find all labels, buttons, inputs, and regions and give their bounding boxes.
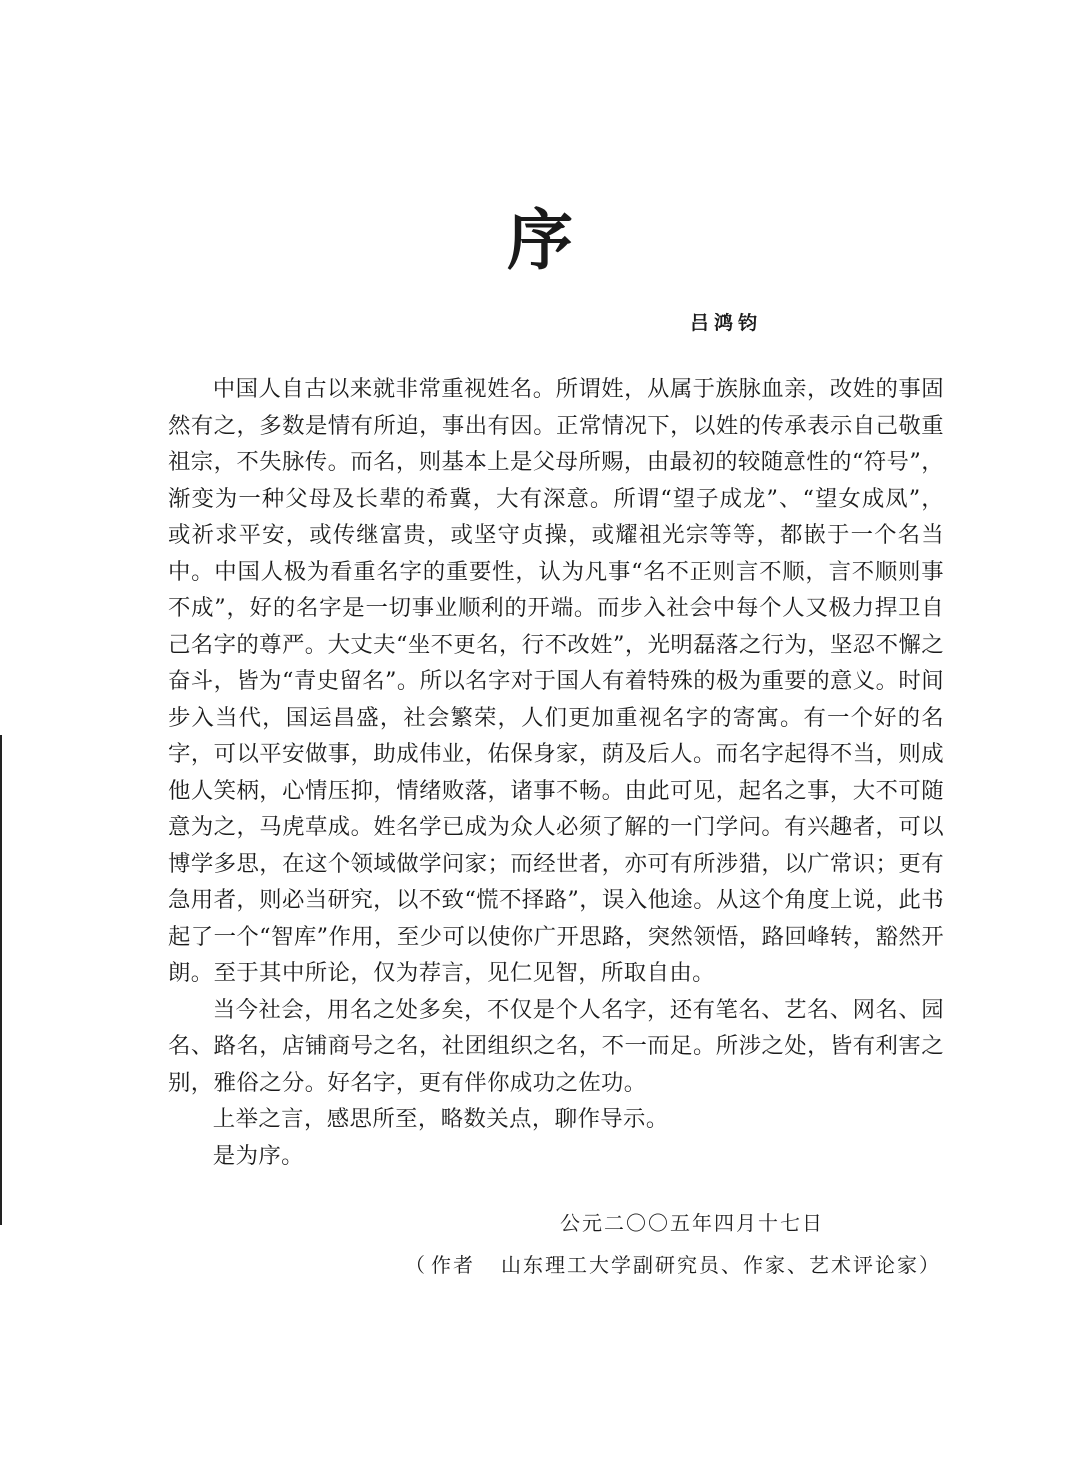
paragraph-3: 上举之言，感思所至，略数关点，聊作导示。 <box>212 1106 669 1132</box>
signature-date: 公元二〇〇五年四月十七日 <box>560 1211 824 1235</box>
page-title: 序 <box>507 201 573 279</box>
byline-role: 山东理工大学副研究员、作家、艺术评论家 <box>501 1253 919 1277</box>
author-name: 吕鸿钧 <box>690 312 763 334</box>
byline-open-paren: （ <box>405 1253 427 1277</box>
byline-close-paren: ） <box>919 1253 941 1277</box>
paragraph-4: 是为序。 <box>212 1142 304 1169</box>
paragraph-2: 当今社会，用名之处多矣，不仅是个人名字，还有笔名、艺名、网名、园名、路名，店铺商号之名，社团组织之名，不一而足。所涉之处，皆有利害之别，雅俗之分。好名字，更有伴你成功之佐功。 <box>168 996 944 1096</box>
byline-label: 作者 <box>431 1253 475 1277</box>
paragraph-1: 中国人自古以来就非常重视姓名。所谓姓，从属于族脉血亲，改姓的事固然有之，多数是情有所迫，事出有因。正常情况下，以姓的传承表示自己敬重祖宗，不失脉传。而名，则基本上是父母所赐，由最初的较随意性的“符号”，渐变为一种父母及长辈的希冀，大有深意。所谓“望子成龙”、“望女成凤”，或祈求平安，或传继富贵，或坚守贞操，或耀祖光宗等等，都嵌于一个名当中。中国人极为看重名字的重要性，认为凡事“名不正则言不顺，言不顺则事不成”，好的名字是一切事业顺利的开端。而步入社会中每个人又极力捍卫自己名字的尊严。大丈夫“坐不更名，行不改姓”，光明磊落之行为，坚忍不懈之奋斗，皆为“青史留名”。所以名字对于国人有着特殊的极为重要的意义。时间步入当代，国运昌盛，社会繁荣，人们更加重视名字的寄寓。有一个好的名字，可以平安做事，助成伟业，佑保身家，荫及后人。而名字起得不当，则成他人笑柄，心情压抑，情绪败落，诸事不畅。由此可见，起名之事，大不可随意为之，马虎草成。姓名学已成为众人必须了解的一门学问。有兴趣者，可以博学多思，在这个领域做学问家；而经世者，亦可有所涉猎，以广常识；更有急用者，则必当研究，以不致“慌不择路”，误入他途。从这个角度上说，此书起了一个“智库”作用，至少可以使你广开思路，突然领悟，路回峰转，豁然开朗。至于其中所论，仅为荐言，见仁见智，所取自由。 <box>168 376 944 986</box>
scan-edge-line <box>0 735 2 1225</box>
author-byline <box>405 1250 941 1280</box>
preface-body <box>168 371 944 1174</box>
